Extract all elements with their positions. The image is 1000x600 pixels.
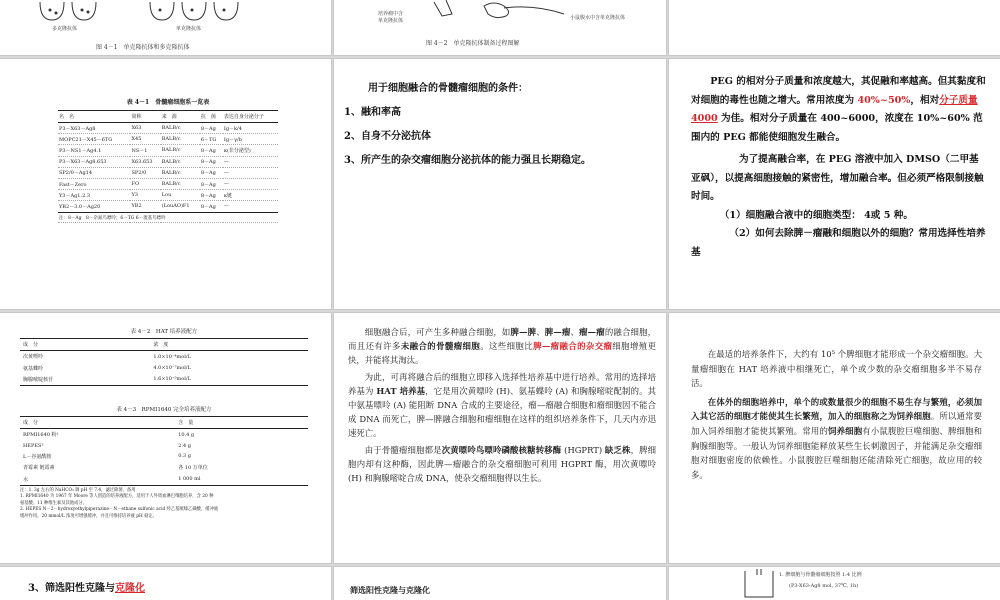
cell: — — [223, 167, 278, 178]
text: PEG 的相对分子质量和浓度越大，其促融和率越高。但其黏度和对细胞的毒性也随之增大。常用浓度为 — [691, 76, 986, 106]
cell: Ig－γ/b — [223, 134, 278, 145]
cell: X63 — [130, 123, 160, 134]
table-row — [58, 123, 278, 134]
cell: BALB/c — [161, 167, 200, 178]
table-header — [20, 339, 308, 351]
text: ，脾细胞内却有这种酶，因此脾—瘤融合的杂交瘤细胞可利用 HGPRT 酶，用次黄嘌呤 (H) 和胸腺嘧啶合成 DNA，使杂交瘤细胞得以生长。 — [348, 444, 657, 484]
bold-text: 未融合的骨髓瘤细胞 — [400, 341, 481, 352]
col-header: 名 名 — [58, 111, 130, 123]
text: 的融合细胞，而且还有许多 — [348, 327, 657, 352]
slide-heading: 筛选阳性克隆与克隆化 — [350, 585, 430, 595]
cell: 氨基蝶呤 — [23, 365, 44, 372]
table-notes — [20, 488, 308, 520]
bold-text: 饲养细胞 — [828, 425, 863, 436]
table-row — [58, 167, 278, 178]
text: ，它是用次黄嘌呤 (H)、氨基蝶呤 (A) 和胸腺嘧啶配制的。其中氨基嘌呤 (A) 能阻断 DNA 合成的主要途径，瘤—瘤融合细胞和瘤细胞因不能合成 DNA 而死亡，脾—脾融合细胞和瘤细胞在这样的组织培养条件下，几天内亦迅速死亡。 — [348, 385, 656, 439]
myeloma-table — [58, 97, 278, 223]
cell: 各 10 万单位 — [178, 465, 208, 472]
cell: 次黄嘌呤 — [23, 354, 44, 361]
cell: κ链 — [223, 190, 278, 201]
conditions-heading: 用于细胞融合的骨髓瘤细胞的条件： — [368, 83, 528, 94]
cell: MOPC21－X45－6TG — [58, 134, 130, 145]
cell: YB2－3.0－Ag20 — [58, 201, 130, 212]
paragraph: 为了提高融合率，在 PEG 溶液中加入 DMSO（二甲基亚砜），以提高细胞接触的紧密性，增加融合率。但必须严格限制接触时间。 — [691, 154, 984, 202]
highlight-text: 脾—瘤融合的杂交瘤 — [533, 341, 613, 352]
table-title: 表 4－1 骨髓瘤细胞系一览表 — [126, 99, 210, 106]
cell: — — [223, 178, 278, 189]
cell: SP2/0－Ag14 — [58, 167, 130, 178]
condition-item: 1、融和率高 — [344, 107, 401, 118]
cell: Lou — [161, 190, 200, 201]
cell: P3－X63－Ag8.653 — [58, 156, 130, 167]
cell: 2.4 g — [178, 442, 191, 449]
slide-myeloma-conditions[interactable] — [334, 59, 666, 309]
table-row — [58, 134, 278, 145]
slide-culture-formulas[interactable] — [0, 313, 331, 563]
note-line: 缓冲作用。20 mmol/L 浓度可增强缓冲，并且可维持培养液 pH 稳定。 — [20, 513, 157, 519]
hat-text — [348, 325, 656, 487]
label-polyclonal: 多克隆抗体 — [52, 26, 78, 32]
slide-feeder-cells[interactable] — [669, 313, 1000, 563]
note-line: 2. HEPES N－2－hydroxyethylpiperazine－N－ethane sulfonic acid 羟乙基哌嗪乙磺酸，缓冲液 — [20, 507, 219, 513]
cell: 1.0×10⁻⁴mol/L — [153, 353, 191, 360]
cell: X45 — [130, 134, 160, 145]
cell: YB2 — [130, 201, 160, 212]
cell: 青霉素 链霉素 — [23, 465, 55, 472]
feeder-text — [691, 347, 982, 486]
cell: HEPES² — [23, 442, 44, 449]
note-line: 1. RPMI1640 为 1967 年 Moore 等人创造的培养液配方，适用于人外周血淋巴细胞培养，含 20 种 — [20, 494, 214, 500]
cell: 10.4 g — [178, 431, 195, 438]
cell: 0.3 g — [178, 453, 191, 460]
col-header: 来 源 — [161, 111, 200, 123]
slide-blank-top[interactable] — [669, 0, 1000, 55]
cell: FO — [130, 178, 160, 189]
bold-text: HAT 培养基 — [376, 385, 426, 396]
bold-text: 瘤—瘤 — [579, 327, 605, 337]
highlight-text: 克隆化 — [114, 583, 145, 594]
figure-caption: 图 4－1 单克隆抗体和多克隆抗体 — [96, 44, 190, 51]
col-header: 抗 菌 — [200, 111, 223, 123]
text: 3、筛选阳性克隆与 — [28, 583, 115, 594]
col-header: 成 分 — [20, 339, 150, 351]
cell: 1 000 ml — [175, 474, 308, 486]
col-header: 表达自身分泌分子 — [223, 111, 278, 123]
highlight-text: 分子质量 4000 — [691, 94, 978, 124]
note-line: 注：1. 3g 左右的 NaHCO₃ 调 pH 至 7.4，滤过除菌，备用 — [20, 487, 136, 493]
text: (HGPRT) — [561, 444, 605, 455]
slide-preparation-figure[interactable] — [334, 0, 666, 55]
table-header — [20, 417, 308, 429]
cell: BALB/c — [161, 145, 200, 156]
table-header — [58, 111, 278, 123]
slide-procedure-diagram[interactable] — [669, 567, 1000, 600]
table-title: 表 4－2 HAT 培养液配方 — [130, 329, 198, 335]
col-header: 成 分 — [20, 417, 175, 429]
cell: 水 — [20, 474, 175, 486]
cell: 8－Ag — [200, 156, 223, 167]
col-header: 浓 度 — [150, 339, 308, 351]
cell: P3－NS1－Ag4.1 — [58, 145, 130, 156]
text: 为佳。相对分子质量在 400~6000，浓度在 10%~60% 范围内的 PEG 都能使细胞发生融合。 — [691, 113, 983, 143]
cell: NS－1 — [130, 145, 160, 156]
table-row — [58, 201, 278, 212]
slide-heading — [28, 579, 145, 594]
cell: X63.653 — [130, 156, 160, 167]
slide-peg-fusion[interactable] — [669, 59, 1000, 309]
procedure-detail: (P3-X63-Ag8 mol, 37℃, 1h) — [789, 583, 859, 589]
cell: P3－X63－Ag8 — [58, 123, 130, 134]
paragraph: 在最适的培养条件下，大约有 10⁵ 个脾细胞才能形成一个杂交瘤细胞。大量瘤细胞在 HAT 培养液中相继死亡，单个或少数的杂交瘤细胞多半不易存活。 — [691, 349, 982, 389]
col-header: 含 量 — [175, 417, 308, 429]
text: 细胞融合后，可产生多种融合细胞，如 — [364, 327, 511, 337]
text: 、 — [536, 327, 545, 337]
table-row — [20, 362, 308, 373]
table-title: 表 4－3 RPMI1640 完全培养液配方 — [116, 407, 212, 413]
condition-item: 2、自身不分泌抗体 — [344, 131, 431, 142]
table-row — [20, 462, 308, 473]
cell: 8－Ag — [200, 178, 223, 189]
slide-hat-selection[interactable] — [334, 313, 666, 563]
paragraph: （2）如何去除脾－瘤融和细胞以外的细胞？常用选择性培养基 — [691, 228, 986, 258]
bold-text: 在体外的细胞培养中，单个的或数量很少的细胞不易生存与繁殖，必须加入其它活的细胞才能使其生长繁殖，加入的细胞称之为 — [691, 396, 982, 422]
cell: 1.6×10⁻⁵mol/L — [150, 374, 308, 386]
paragraph: （1）细胞融合液中的细胞类型： 4或 5 种。 — [719, 209, 913, 221]
procedure-step: 1. 脾细胞与骨髓瘤细胞按照 1:4 比例 — [779, 572, 862, 578]
hat-table — [20, 327, 308, 386]
table-row — [20, 374, 308, 386]
figure-caption: 图 4－2 单克隆抗体制备过程图解 — [426, 40, 520, 47]
text: 细胞增殖更快，并能将其淘汰。 — [348, 341, 656, 366]
cell: 4.0×10⁻⁷mol/L — [153, 365, 191, 372]
cell: BALB/c — [161, 134, 200, 145]
peg-text — [691, 73, 986, 262]
label-ascites: 小鼠腹水中含单克隆抗体 — [570, 15, 626, 21]
cell: (LouAO)F1 — [161, 201, 200, 212]
label-monoclonal: 单克隆抗体 — [176, 26, 202, 32]
cell: Y3 — [130, 190, 160, 201]
bold-text: 次黄嘌呤鸟嘌呤磷酸核糖转移酶 — [441, 444, 562, 455]
cell: BALB/c — [161, 178, 200, 189]
cell: κ(非分泌型) — [223, 145, 278, 156]
cell: Y3－Ag1.2.3 — [58, 190, 130, 201]
paragraph — [691, 395, 982, 483]
cell: 8－Ag — [200, 145, 223, 156]
rpmi-table — [20, 405, 308, 520]
condition-item: 3、所产生的杂交瘤细胞分泌抗体的能力强且长期稳定。 — [344, 155, 591, 166]
cell: — — [223, 201, 278, 212]
cell: SP2/0 — [130, 167, 160, 178]
bold-text: 脾—脾 — [510, 327, 537, 337]
table-row — [20, 351, 308, 363]
cell: 8－Ag — [200, 167, 223, 178]
label-culture: 培养瘤中含 — [378, 11, 404, 17]
highlight-text: 40%~50% — [857, 94, 911, 106]
cell: RPMI1640 粉¹ — [23, 432, 59, 439]
slide-screening-heading[interactable] — [0, 567, 331, 600]
text: ，相对 — [910, 94, 940, 106]
table-row — [20, 474, 308, 486]
text: 有小鼠腹腔巨噬细胞、脾细胞和胸腺细胞等。一般认为饲养细胞能释放某些生长刺激因子，并能满足杂交瘤细胞对细胞密度的依赖性。小鼠腹腔巨噬细胞还能清除死亡细胞，故应用的较多。 — [691, 425, 983, 480]
table-row — [20, 451, 308, 462]
cell: L－谷氨酰胺 — [23, 453, 52, 460]
paragraph — [348, 370, 656, 441]
note-line: 氨基酸、11 种维生素及其他成分。 — [20, 500, 87, 506]
slide-screening-subtitle[interactable] — [334, 567, 666, 600]
slide-antibody-figure[interactable] — [0, 0, 331, 55]
cell: 胸腺嘧啶核苷 — [20, 374, 150, 386]
paragraph — [691, 73, 986, 147]
table-row — [58, 190, 278, 201]
slide-myeloma-cell-lines[interactable] — [0, 59, 331, 309]
text: 、 — [570, 327, 580, 337]
cell: Ig－k/4 — [223, 123, 278, 134]
cell: BALB/c — [161, 156, 200, 167]
cell: BALB/c — [161, 123, 200, 134]
cell: 8－Ag — [200, 190, 223, 201]
bold-text: 脾—瘤 — [544, 327, 571, 337]
table-row — [58, 145, 278, 156]
col-header: 简称 — [130, 111, 160, 123]
table-row — [58, 156, 278, 167]
paragraph — [348, 325, 656, 368]
text: 。所以通常要加入饲养细胞才能使其繁殖。常用的 — [691, 411, 983, 436]
table-row — [58, 178, 278, 189]
cell: — — [223, 156, 278, 167]
label-monoclonal-in-culture: 单克隆抗体 — [378, 18, 404, 24]
bold-text: 饲养细胞 — [896, 411, 931, 422]
table-row — [20, 440, 308, 450]
table-footnote: 注：8－Ag 8－杂氮鸟嘌呤；6－TG 6－巯基鸟嘌呤 — [58, 212, 278, 223]
cell: 8－Ag — [200, 201, 223, 212]
cell: 8－Ag — [200, 123, 223, 134]
text: 由于骨髓瘤细胞都是 — [364, 444, 442, 455]
text: 为此，可再将融合后的细胞立即移入选择性培养基中进行培养。常用的选择培养基为 — [348, 371, 656, 396]
conditions-text — [344, 77, 656, 173]
cell: 6－TG — [200, 134, 223, 145]
cell: Fast－Zero — [58, 178, 130, 189]
paragraph — [348, 443, 656, 486]
table-row — [20, 429, 308, 441]
text: 。这些细胞比 — [480, 341, 534, 352]
bold-text: 缺乏株 — [604, 444, 631, 455]
